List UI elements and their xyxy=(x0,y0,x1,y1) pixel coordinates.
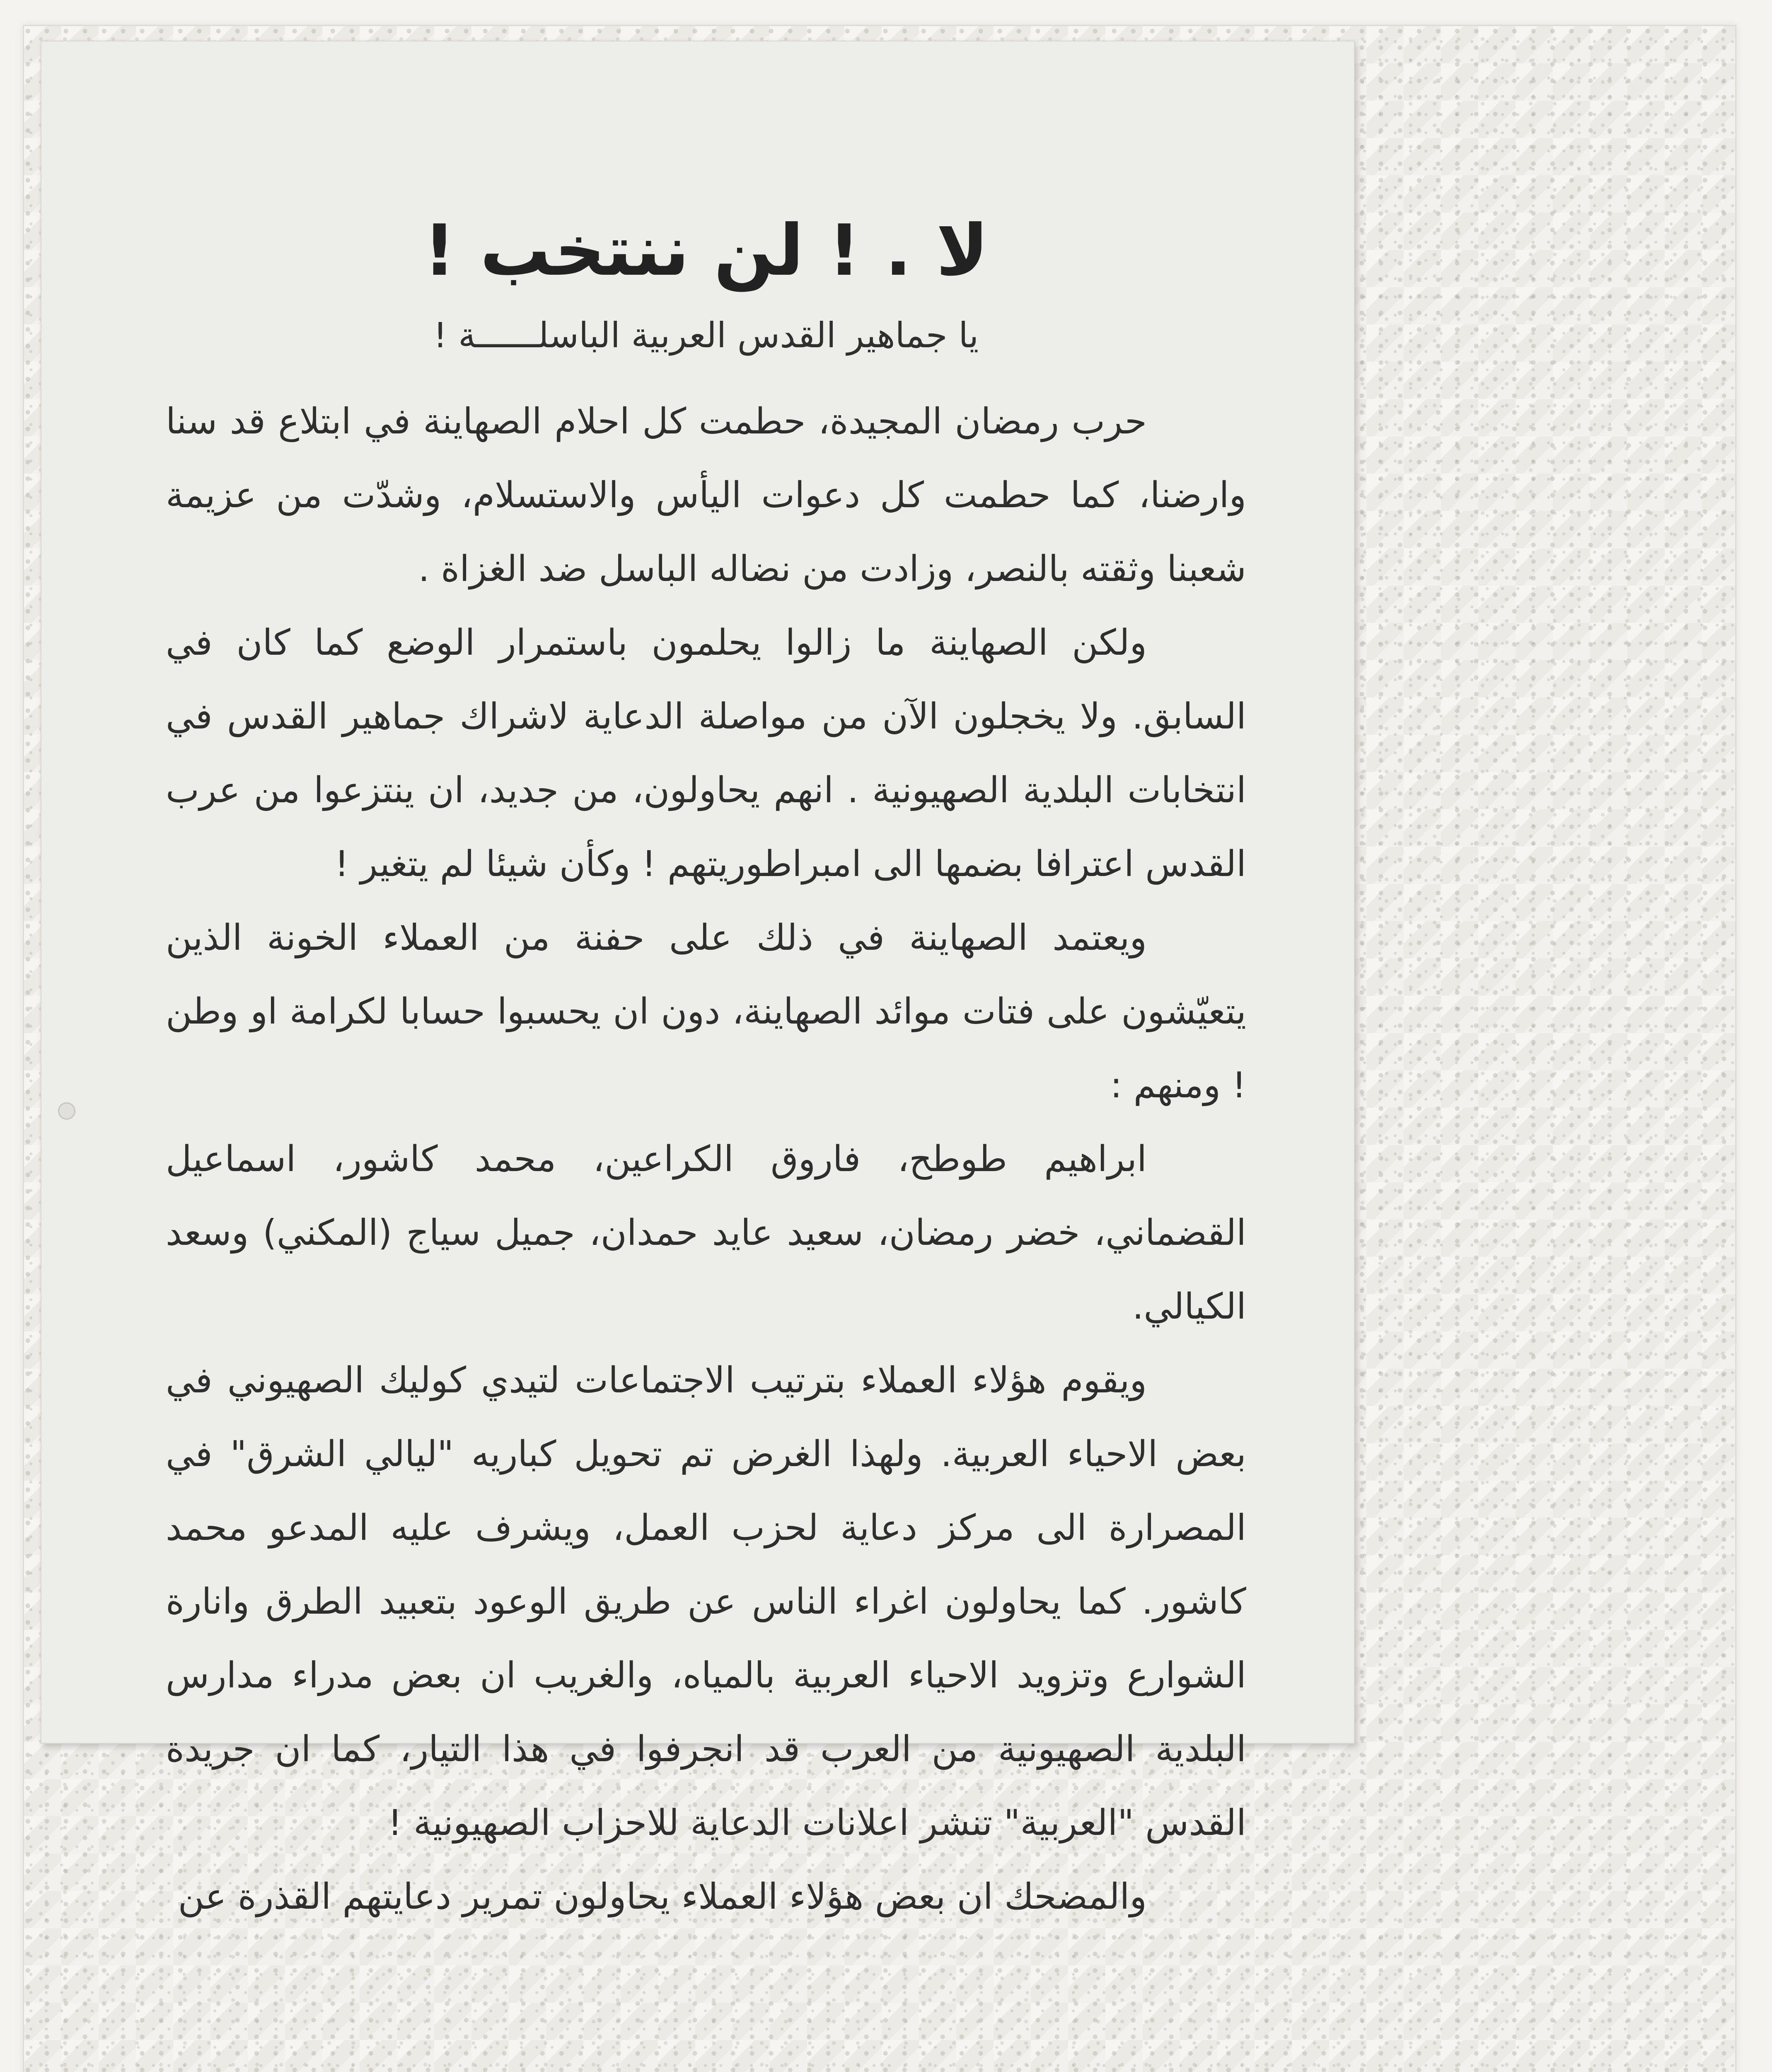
leaflet-headline: لا . ! لن ننتخب ! xyxy=(423,210,989,292)
paragraph-1: حرب رمضان المجيدة، حطمت كل احلام الصهاينة في ابتلاع قد سنا وارضنا، كما حطمت كل دعوات اليأس والاستسلام، وشدّت من عزيمة شعبنا وثقته بالنصر، وزادت من نضاله الباسل ضد الغزاة . xyxy=(166,401,1246,590)
leaflet-subtitle: يا جماهير القدس العربية الباسلــــــة ! xyxy=(433,315,979,356)
paragraph-6: والمضحك ان بعض هؤلاء العملاء يحاولون تمرير دعايتهم القذرة عن xyxy=(178,1876,1147,1917)
leaflet-body xyxy=(166,385,1246,1934)
typewritten-leaflet xyxy=(41,41,1355,1917)
paragraph-2: ولكن الصهاينة ما زالوا يحلمون باستمرار الوضع كما كان في السابق. ولا يخجلون الآن من مواصلة الدعاية لاشراك جماهير القدس في انتخابات البلدية الصهيونية . انهم يحاولون، من جديد، ان ينتزعوا من عرب القدس اعترافا بضمها الى امبراطوريتهم ! وكأن شيئا لم يتغير ! xyxy=(166,622,1246,885)
paragraph-5: ويقوم هؤلاء العملاء بترتيب الاجتماعات لتيدي كوليك الصهيوني في بعض الاحياء العربية. ولهذا الغرض تم تحويل كباريه "ليالي الشرق" في المصرارة الى مركز دعاية لحزب العمل، ويشرف عليه المدعو محمد كاشور. كما يحاولون اغراء الناس عن طريق الوعود بتعبيد الطرق وانارة الشوارع وتزويد الاحياء العربية بالمياه، والغريب ان بعض مدراء مدارس البلدية الصهيونية من العرب قد انجرفوا في هذا التيار، كما ان جريدة القدس "العربية" تنشر اعلانات الدعاية للاحزاب الصهيونية ! xyxy=(166,1360,1246,1844)
paragraph-4: ابراهيم طوطح، فاروق الكراعين، محمد كاشور، اسماعيل القضماني، خضر رمضان، سعيد عايد حمدان، جميل سياج (المكني) وسعد الكيالي. xyxy=(166,1138,1246,1327)
paper-blemish xyxy=(58,1102,75,1120)
paragraph-3: ويعتمد الصهاينة في ذلك على حفنة من العملاء الخونة الذين يتعيّشون على فتات موائد الصهاينة، دون ان يحسبوا حسابا لكرامة او وطن ! ومنهم : xyxy=(166,917,1246,1106)
